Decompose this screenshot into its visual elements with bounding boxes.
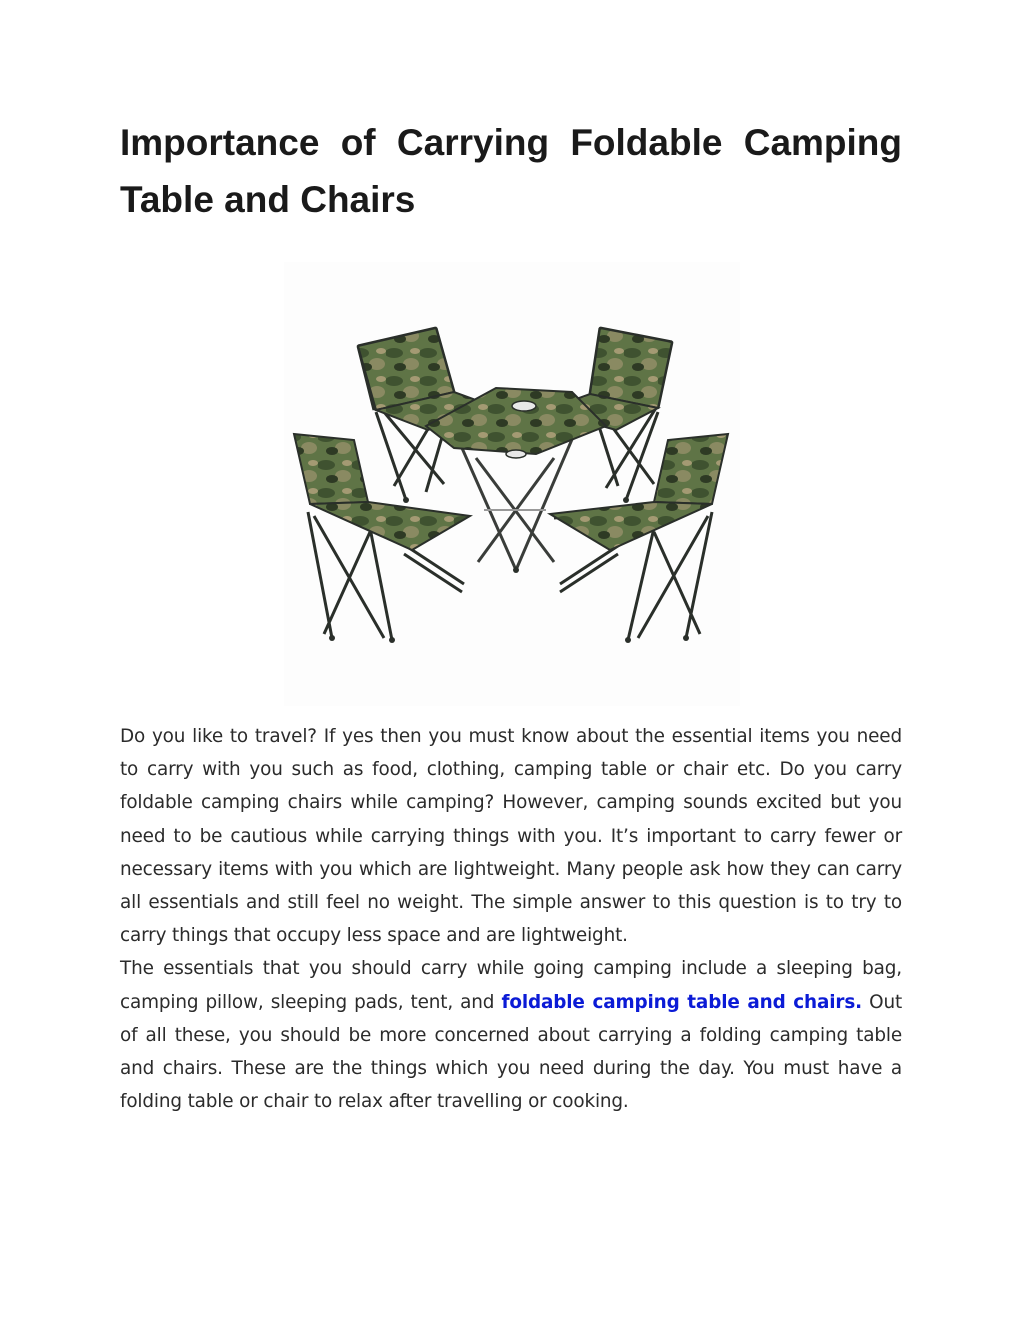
camping-furniture-image [284,262,740,706]
foldable-camping-table-link[interactable]: foldable camping table and chairs. [501,991,862,1013]
article-body [120,720,902,1118]
paragraph-intro: Do you like to travel? If yes then you must know about the essential items you need to carry with you such as food, clothing, camping table or chair etc. Do you carry foldable camping chairs while camping? However, camping sounds excited but you need to be cautious while carrying things with you. It’s important to carry fewer or necessary items with you which are lightweight. Many people ask how they can carry all essentials and still feel no weight. The simple answer to this question is to try to carry things that occupy less space and are lightweight. [120,726,902,947]
paragraph-essentials-end: Out of all these, you should be more concerned about carrying a folding camping table and chairs. These are the things which you need during the day. You must have a folding table or chair to relax after travelling or cooking. [120,991,903,1113]
paragraph-essentials [120,952,902,1118]
paragraph-essentials-start: The essentials that you should carry while going camping include a sleeping bag, camping pillow, sleeping pads, tent, and [120,958,902,1013]
article-title: Importance of Carrying Foldable Camping Table and Chairs [120,122,902,220]
